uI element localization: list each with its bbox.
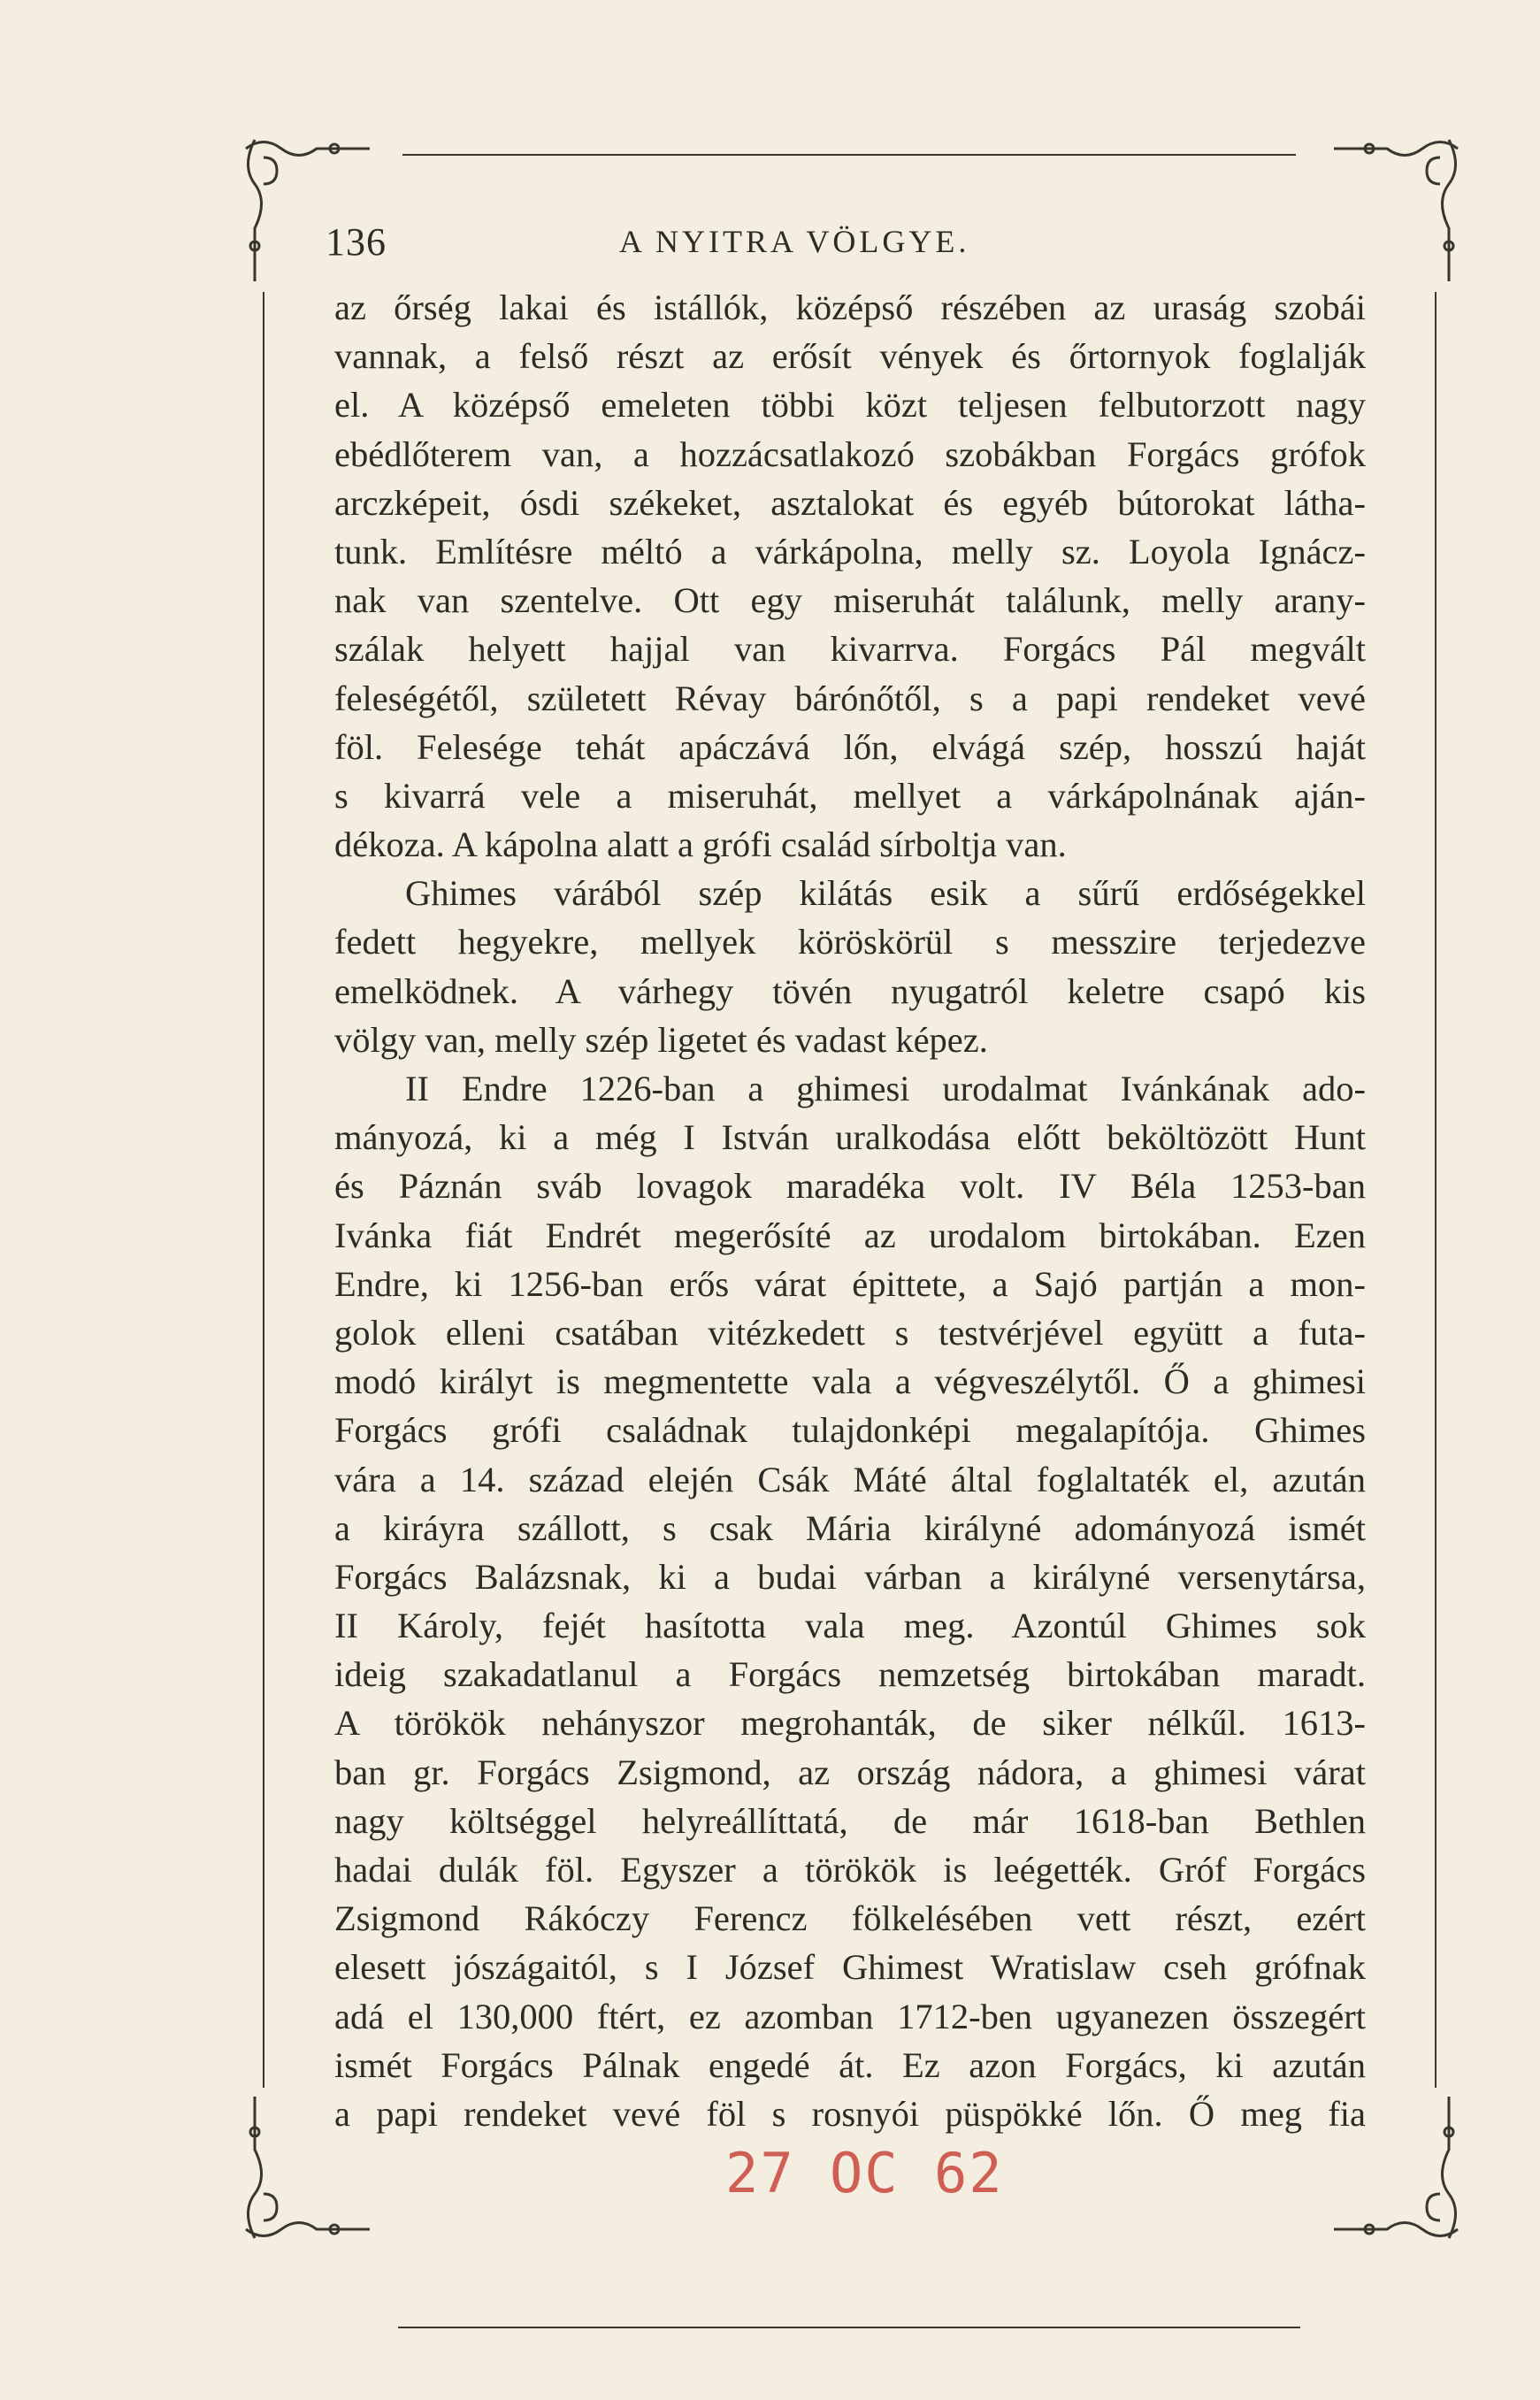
text-line: a papi rendeket vevé föl s rosnyói püspökké lőn. Ő meg fia [334,2093,1366,2134]
page-number: 136 [326,220,387,264]
text-line: nagy költséggel helyreállíttatá, de már 1618-ban Bethlen [334,1800,1366,1841]
text-line: tunk. Említésre méltó a várkápolna, melly sz. Loyola Ignácz- [334,531,1366,571]
text-line: arczképeit, ósdi székeket, asztalokat és egyéb bútorokat látha- [334,482,1366,523]
text-line: II Károly, fejét hasította vala meg. Azontúl Ghimes sok [334,1606,1366,1646]
ornament-top-left-icon [237,131,396,290]
text-line: föl. Felesége tehát apáczává lőn, elvágá szép, hosszú haját [334,726,1366,767]
right-rule [1435,292,1437,2088]
text-line: Forgács grófi családnak tulajdonképi megalapítója. Ghimes [334,1410,1366,1451]
text-line: golok elleni csatában vitézkedett s testvérjével együtt a futa- [334,1312,1366,1353]
text-line: Ghimes várából szép kilátás esik a sűrű erdőségekkel [405,873,1366,914]
text-line: vára a 14. század elején Csák Máté által foglaltaték el, azután [334,1459,1366,1499]
text-line: el. A középső emeleten többi közt teljesen felbutorzott nagy [334,385,1366,426]
text-line: A törökök nehányszor megrohanták, de siker nélkűl. 1613- [334,1703,1366,1744]
text-line: mányozá, ki a még I István uralkodása előtt beköltözött Hunt [334,1117,1366,1158]
text-line: elesett jószágaitól, s I József Ghimest Wratislaw cseh grófnak [334,1947,1366,1988]
text-line: adá el 130,000 ftért, ez azomban 1712-ben ugyanezen összegért [334,1996,1366,2036]
text-line: emelködnek. A várhegy tövén nyugatról keletre csapó kis [334,970,1366,1011]
text-line: modó királyt is megmentette vala a végveszélytől. Ő a ghimesi [334,1361,1366,1402]
left-rule [263,292,264,2088]
text-line: fedett hegyekre, mellyek köröskörül s messzire terjedezve [334,922,1366,962]
date-stamp: 27 OC 62 [725,2141,1004,2205]
text-line: Ivánka fiát Endrét megerősíté az urodalom birtokában. Ezen [334,1215,1366,1255]
ornament-top-right-icon [1307,131,1467,290]
text-line: szálak helyett hajjal van kivarrva. Forgács Pál megvált [334,629,1366,670]
text-line: dékoza. A kápolna alatt a grófi család sírboltja van. [334,824,1067,865]
text-line: II Endre 1226-ban a ghimesi urodalmat Ivánkának ado- [405,1069,1366,1108]
top-rule [402,154,1296,156]
text-line: Zsigmond Rákóczy Ferencz fölkelésében vett részt, ezért [334,1898,1366,1939]
text-line: nak van szentelve. Ott egy miseruhát találunk, melly arany- [334,580,1366,621]
body-text [334,283,1366,2138]
text-line: s kivarrá vele a miseruhát, mellyet a várkápolnának aján- [334,775,1366,816]
text-line: ebédlőterem van, a hozzácsatlakozó szobákban Forgács grófok [334,433,1366,474]
text-line: ideig szakadatlanul a Forgács nemzetség birtokában maradt. [334,1654,1366,1695]
bottom-rule [398,2327,1300,2328]
text-line: Endre, ki 1256-ban erős várat épittete, a Sajó partján a mon- [334,1263,1366,1304]
text-line: az őrség lakai és istállók, középső részében az uraság szobái [334,288,1366,327]
text-line: ismét Forgács Pálnak engedé át. Ez azon Forgács, ki azután [334,2044,1366,2085]
text-line: ban gr. Forgács Zsigmond, az ország nádora, a ghimesi várat [334,1752,1366,1792]
text-line: vannak, a felső részt az erősít vények és őrtornyok foglalják [334,336,1366,377]
text-line: és Páznán sváb lovagok maradéka volt. IV Béla 1253-ban [334,1166,1366,1207]
text-line: feleségétől, született Révay bárónőtől, s a papi rendeket vevé [334,678,1366,718]
running-head: A NYITRA VÖLGYE. [619,224,970,259]
text-line: a kiráyra szállott, s csak Mária királyné adományozá ismét [334,1507,1366,1548]
text-line: hadai dulák föl. Egyszer a törökök is leégették. Gróf Forgács [334,1850,1366,1890]
text-line: völgy van, melly szép ligetet és vadast képez. [334,1019,988,1060]
text-line: Forgács Balázsnak, ki a budai várban a királyné versenytársa, [334,1556,1366,1597]
